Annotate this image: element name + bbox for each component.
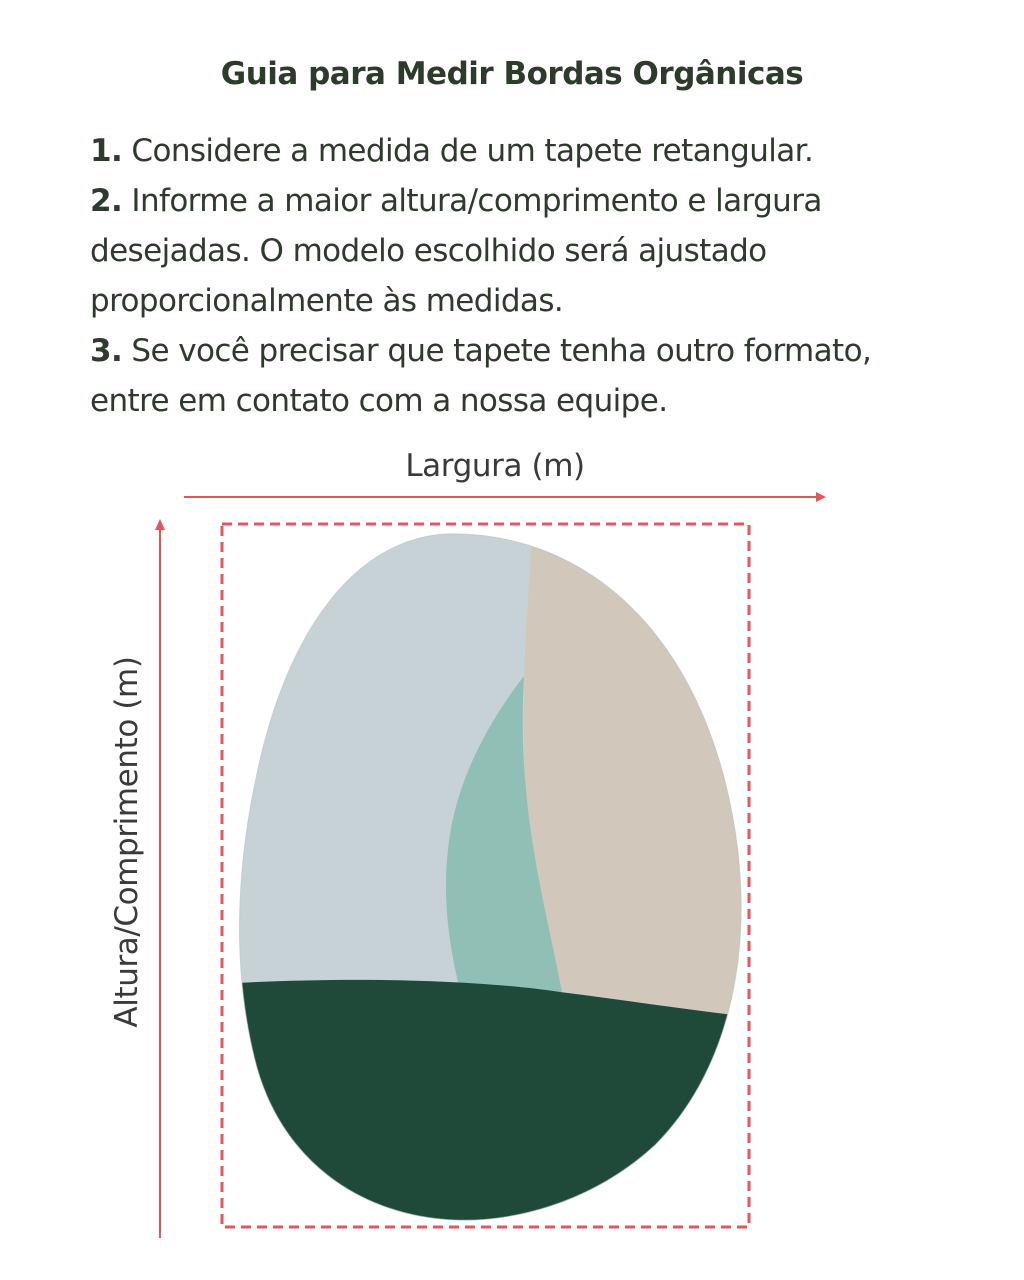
height-arrowhead-icon	[155, 519, 165, 530]
step-text: Se você precisar que tapete tenha outro formato, entre em contato com a nossa equipe.	[90, 333, 872, 419]
height-arrow	[155, 519, 165, 1238]
width-arrowhead-icon	[816, 492, 826, 502]
page-title: Guia para Medir Bordas Orgânicas	[220, 56, 804, 92]
step-number: 1.	[90, 133, 123, 169]
step-text: Informe a maior altura/comprimento e largura desejadas. O modelo escolhido será ajustado proporcionalmente às medidas.	[90, 183, 822, 319]
organic-rug-image	[220, 520, 780, 1240]
height-label: Altura/Comprimento (m)	[109, 656, 145, 1028]
rug-beige-area	[524, 520, 780, 1030]
step-text: Considere a medida de um tapete retangular.	[122, 133, 814, 169]
step-number: 3.	[90, 333, 123, 369]
width-label: Largura (m)	[405, 448, 585, 484]
rug-dark-green-area	[220, 980, 780, 1240]
width-arrow	[184, 492, 826, 502]
step-number: 2.	[90, 183, 123, 219]
